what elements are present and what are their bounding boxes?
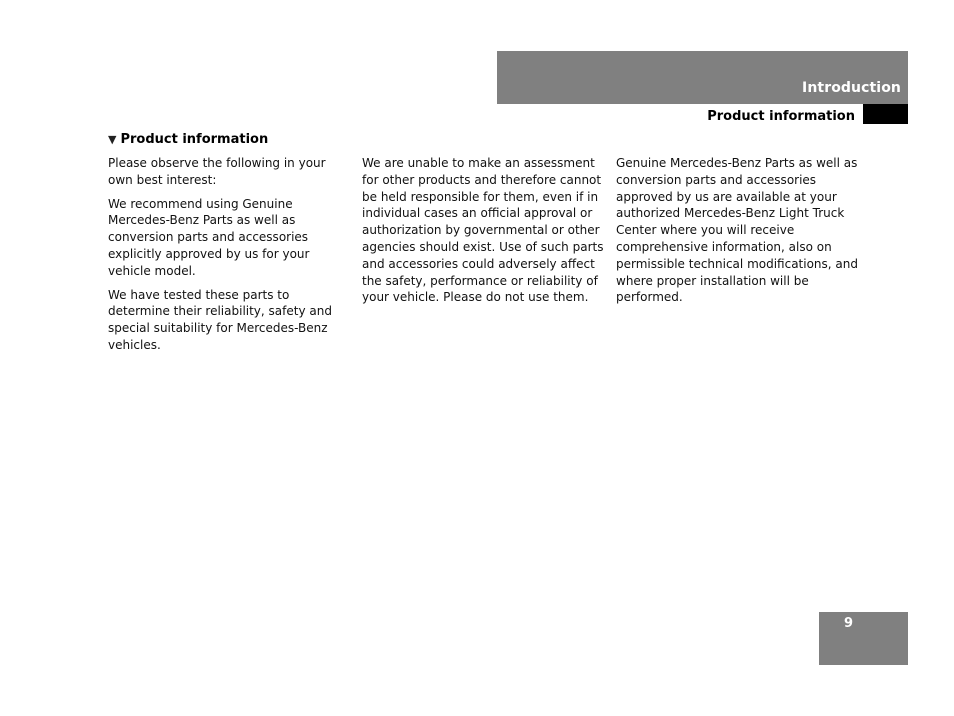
page-tab <box>819 612 908 665</box>
section-title: Product information <box>707 109 855 124</box>
paragraph: Please observe the following in your own best interest: <box>108 156 326 187</box>
section-marker <box>863 104 908 124</box>
paragraph: We recommend using Genuine Mercedes-Benz Parts as well as conversion parts and accessories explicitly approved by us for your vehicle model. <box>108 196 310 278</box>
section-heading-text: Product information <box>120 132 269 147</box>
page-number: 9 <box>844 616 854 631</box>
paragraph: We have tested these parts to determine their reliability, safety and special suitability for Mercedes-Benz vehicles. <box>108 287 332 352</box>
text-column-2 <box>362 155 606 313</box>
triangle-down-icon: ▼ <box>108 133 117 146</box>
chapter-title: Introduction <box>802 80 901 96</box>
chapter-tab <box>497 51 908 104</box>
text-column-1 <box>108 155 352 361</box>
paragraph: We are unable to make an assessment for other products and therefore cannot be held responsible for them, even if in individual cases an official approval or authorization by governmental or other agencies should exist. Use of such parts and accessories could adversely affect the safety, performance or reliability of your vehicle. Please do not use them. <box>362 156 604 305</box>
paragraph: Genuine Mercedes-Benz Parts as well as conversion parts and accessories approved by us are available at your authorized Mercedes-Benz Light Truck Center where you will receive comprehensive information, also on permissible technical modifications, and where proper installation will be performed. <box>616 156 858 305</box>
section-heading <box>108 132 268 147</box>
text-column-3 <box>616 155 860 313</box>
